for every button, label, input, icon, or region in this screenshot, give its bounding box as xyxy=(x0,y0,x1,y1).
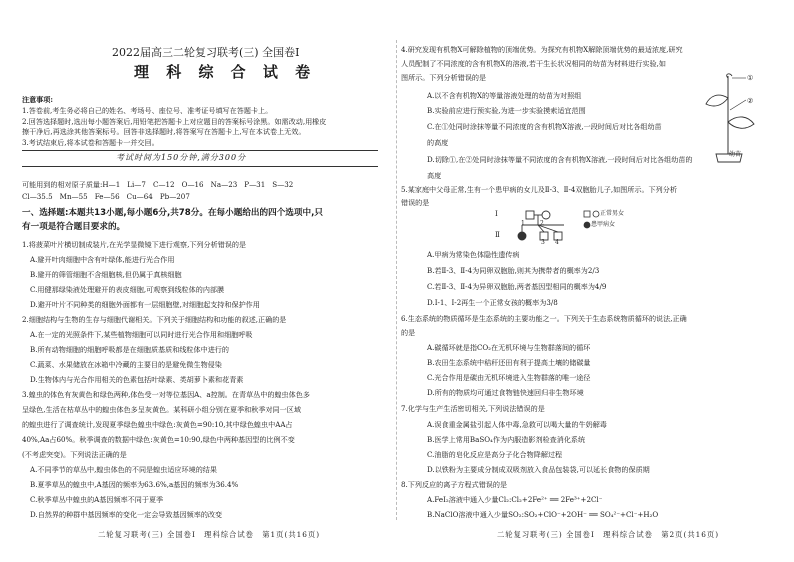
q4-stem-2: 人员配制了不同浓度的含有机物X的溶液,若干生长状况相同的幼苗为材料进行实验,如 xyxy=(401,59,666,68)
q5-stem-2: 错误的是 xyxy=(401,198,430,207)
q5-option-b: B.若Ⅱ-3、Ⅱ-4为同卵双胞胎,则其为携带者的概率为2/3 xyxy=(427,266,600,275)
section-heading: 一、选择题:本题共13小题,每小题6分,共78分。在每小题给出的四个选项中,只 xyxy=(22,208,323,218)
q3-option-d: D.自然界的种群中基因频率的变化一定会导致基因频率的改变 xyxy=(30,510,223,519)
pedigree-gen-2: Ⅱ xyxy=(495,230,500,239)
q1-option-a: A.避开叶肉细胞中含有叶绿体,能进行光合作用 xyxy=(30,255,175,264)
rule-bottom xyxy=(22,166,378,167)
exam-title: 2022届高三二轮复习联考(三) 全国卷Ⅰ xyxy=(112,46,300,59)
q2-option-a: A.在一定的光照条件下,某些植物细胞可以同时进行光合作用和细胞呼吸 xyxy=(30,330,253,339)
q5-option-d: D.Ⅰ-1、Ⅰ-2再生一个正常女孩的概率为3/8 xyxy=(427,298,558,307)
pedigree-gen-1: Ⅰ xyxy=(495,209,498,218)
q1-option-c: C.用健那绿染液处理避开的表皮细胞,可观察到线粒体的内部膜 xyxy=(30,285,225,294)
q6-option-d: D.所有的物质均可通过食物链快速回归非生物环境 xyxy=(427,388,584,397)
q7-option-d: D.以铁粉为主要成分制成双吸剂放入食品包装袋,可以延长食物的保质期 xyxy=(427,465,650,474)
q2-stem: 2.细胞结构与生物的生存与细胞代谢相关。下列关于细胞结构和功能的叙述,正确的是 xyxy=(22,315,287,324)
pedigree-legend-normal: 正常男女 xyxy=(600,210,625,217)
atomic-masses-2: Cl—35.5 Mn—55 Fe—56 Cu—64 Pb—207 xyxy=(22,192,190,201)
q1-option-b: B.避开的筛管细胞不含细胞核,但仍属于真核细胞 xyxy=(30,270,182,279)
q3-stem-2: 呈绿色,生活在枯草丛中的蝗虫体色多呈灰黄色。某科研小组分别在夏季和秋季对同一区域 xyxy=(22,405,301,414)
diagram-label-seedling: 幼苗 xyxy=(729,151,742,158)
q7-option-b: B.医学上常用BaSO₄作为内服造影剂检查消化系统 xyxy=(427,435,586,444)
q6-stem-1: 6.生态系统的物质循环是生态系统的主要功能之一。下列关于生态系统物质循环的说法,正确 xyxy=(401,314,687,323)
q4-option-a: A.以不含有机物X的等量溶液处理的幼苗为对照组 xyxy=(427,91,582,100)
q2-option-d: D.生物体内与光合作用相关的色素包括叶绿素、类胡萝卜素和花青素 xyxy=(30,375,244,384)
pedigree-num-3: 3 xyxy=(541,239,545,246)
q1-option-d: D.避开叶片不同种类的细胞外面都有一层细胞壁,对细胞起支持和保护作用 xyxy=(30,300,260,309)
q8-stem: 8.下列反应的离子方程式错误的是 xyxy=(401,480,508,489)
section-heading-cont: 有一项是符合题目要求的。 xyxy=(22,222,126,232)
q3-option-c: C.秋季草丛中蝗虫的A基因频率不同于夏季 xyxy=(30,495,164,504)
note-1: 1.答卷前,考生务必将自己的姓名、考场号、座位号、准考证号填写在答题卡上。 xyxy=(22,106,273,115)
q3-stem-4: 40%,Aa占60%。秋季调查的数据中绿色:灰黄色=10:90,绿色中两种基因型的比例不变 xyxy=(22,435,295,444)
q8-option-a: A.FeI₂溶液中通入少量Cl₂:Cl₂+2Fe²⁺ ══ 2Fe³⁺+2Cl⁻ xyxy=(427,495,603,504)
q3-option-b: B.夏季草丛的蝗虫中,A基因的频率为63.6%,a基因的频率为36.4% xyxy=(30,480,239,489)
notes-heading: 注意事项: xyxy=(22,95,53,104)
q7-option-c: C.油脂的皂化反应是高分子化合物降解过程 xyxy=(427,450,563,459)
q6-stem-2: 的是 xyxy=(401,328,416,337)
q4-option-c: C.在①处同时涂抹等量不同浓度的含有机物X溶液,一段时间后对比各组幼苗 xyxy=(427,122,662,131)
q3-stem-5: (不考虑突变)。下列说法正确的是 xyxy=(22,450,127,459)
q4-stem-1: 4.研究发现有机物X可解除植物的顶端优势。为探究有机物X解除顶端优势的最适浓度,研究 xyxy=(401,45,683,54)
note-2-cont: 擦干净后,再选涂其他答案标号。回答非选择题时,将答案写在答题卡上,写在本试卷上无效。 xyxy=(22,127,306,136)
q6-option-a: A.碳循环就是指CO₂在无机环境与生物群落间的循环 xyxy=(427,343,591,352)
time-note: 考试时间为150分钟,满分300分 xyxy=(116,153,247,162)
page-1-footer: 二轮复习联考(三) 全国卷Ⅰ 理科综合试卷 第1页(共16页) xyxy=(98,530,321,539)
q6-option-b: B.农田生态系统中秸秆还田有利于提高土壤的储碳量 xyxy=(427,358,591,367)
q4-option-d-cont: 高度 xyxy=(427,171,442,180)
q2-option-c: C.蔬菜、水果储放在冰箱中冷藏的主要目的是避免微生物侵染 xyxy=(30,360,222,369)
q2-option-b: B.所有动物细胞的细胞呼吸都是在细胞质基质和线粒体中进行的 xyxy=(30,345,229,354)
q5-stem-1: 5.某家庭中父母正常,生有一个患甲病的女儿及Ⅱ-3、Ⅱ-4双胞胎儿子,如图所示。下列分析 xyxy=(401,185,677,194)
q5-option-c: C.若Ⅱ-3、Ⅱ-4为异卵双胞胎,两者基因型相同的概率为4/9 xyxy=(427,282,607,291)
q3-stem-1: 3.蝗虫的体色有灰黄色和绿色两种,体色受一对等位基因A、a控制。在青草丛中的蝗虫体色多 xyxy=(22,390,310,399)
pedigree-num-1: 1 xyxy=(521,220,525,227)
diagram-label-1: ① xyxy=(747,73,754,82)
exam-subtitle: 理 科 综 合 试 卷 xyxy=(134,63,317,81)
pedigree-legend-affected: 患甲病女 xyxy=(591,221,616,228)
page-divider xyxy=(396,40,397,520)
atomic-masses-1: 可能用到的相对原子质量:H—1 Li—7 C—12 O—16 Na—23 P—31 S—32 xyxy=(22,180,294,189)
q1-stem: 1.将菠菜叶片横切制成装片,在光学显微镜下进行观察,下列分析错误的是 xyxy=(22,240,247,249)
q3-stem-3: 的蝗虫进行了调查统计,发现夏季绿色蝗虫中绿色:灰黄色=90:10,其中绿色蝗虫中AA占 xyxy=(22,420,293,429)
q4-stem-3: 图所示。下列分析错误的是 xyxy=(401,73,487,82)
diagram-label-2: ② xyxy=(747,96,754,105)
rule-top xyxy=(22,150,378,151)
q5-option-a: A.甲病为常染色体隐性遗传病 xyxy=(427,250,520,259)
q4-option-c-cont: 的高度 xyxy=(427,138,449,147)
q4-option-b: B.实验前应进行预实验,为进一步实验摸索适宜范围 xyxy=(427,106,586,115)
note-2: 2.回答选择题时,选出每小题答案后,用铅笔把答题卡上对应题目的答案标号涂黑。如需改动,用橡皮 xyxy=(22,116,327,126)
q8-option-b: B.NaClO溶液中通入少量SO₂:SO₂+ClO⁻+2OH⁻ ══ SO₄²⁻+Cl⁻+H₂O xyxy=(427,510,659,519)
q3-option-a: A.不同季节的草丛中,蝗虫体色的不同是蝗虫适应环境的结果 xyxy=(30,465,217,474)
pedigree-num-4: 4 xyxy=(555,239,559,246)
q6-option-c: C.光合作用是碳由无机环境进入生物群落的唯一途径 xyxy=(427,373,591,382)
q7-option-a: A.误食重金属盐引起人体中毒,急救可以喝大量的牛奶解毒 xyxy=(427,420,607,429)
q7-stem: 7.化学与生产生活密切相关,下列说法错误的是 xyxy=(401,404,545,413)
pedigree-num-2: 2 xyxy=(540,220,544,227)
note-3: 3.考试结束后,将本试卷和答题卡一并交回。 xyxy=(22,137,159,147)
q4-option-d: D.切除①,在②处同时涂抹等量不同浓度的含有机物X溶液,一段时间后对比各组幼苗的 xyxy=(427,155,693,164)
page-2-footer: 二轮复习联考(三) 全国卷Ⅰ 理科综合试卷 第2页(共16页) xyxy=(497,530,720,539)
